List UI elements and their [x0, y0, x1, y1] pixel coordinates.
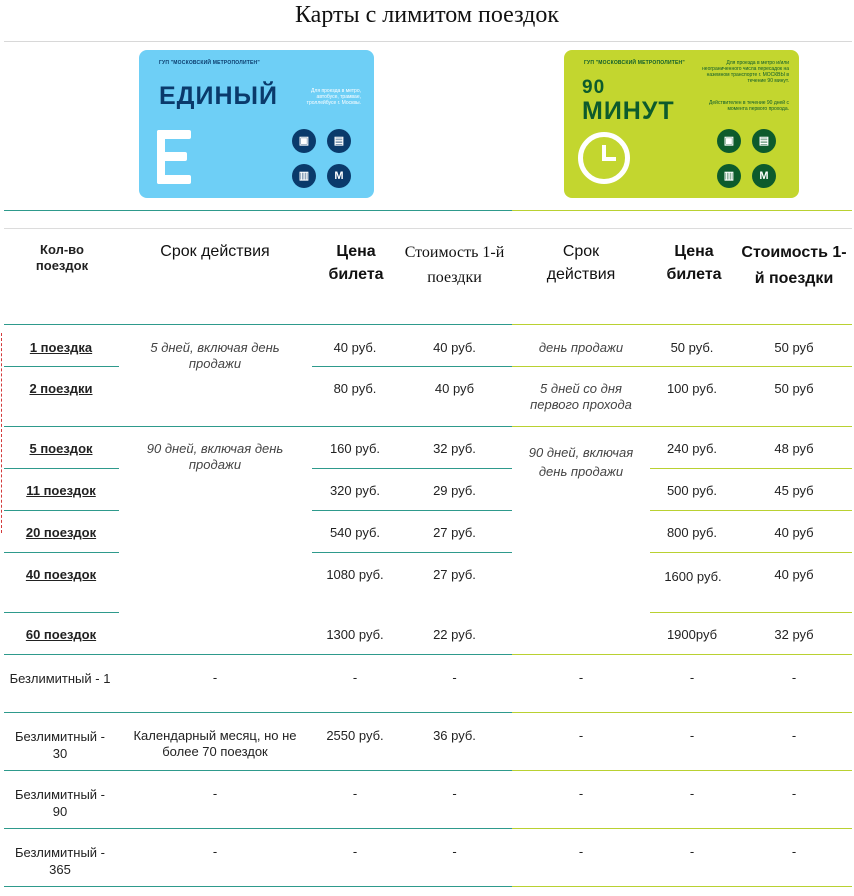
header-price: Цена билета	[328, 243, 384, 283]
cost-cell: 32 руб.	[433, 441, 476, 456]
unlimited-price-2: -	[689, 728, 695, 743]
price-cell: 320 руб.	[329, 483, 381, 498]
cost-cell-2: 45 руб	[774, 483, 814, 498]
bus-icon: ▤	[327, 129, 351, 153]
price-cell-2: 1900руб	[666, 627, 718, 642]
metro-m-icon: M	[327, 164, 351, 188]
trolleybus-icon: ▥	[717, 164, 741, 188]
divider	[512, 210, 852, 211]
unlimited-price-2: -	[689, 786, 695, 801]
header-cost-first-2: Стоимость 1-й поездки	[741, 244, 847, 287]
unlimited-cost-2: -	[791, 844, 797, 859]
unlimited-validity-2: -	[578, 786, 584, 801]
letter-e-logo	[157, 130, 193, 184]
divider	[650, 468, 852, 469]
cost-cell-2: 32 руб	[774, 627, 814, 642]
unlimited-validity-2: -	[578, 844, 584, 859]
unlimited-price-2: -	[689, 844, 695, 859]
price-cell: 40 руб.	[333, 340, 377, 355]
divider	[312, 510, 512, 511]
divider	[4, 654, 512, 655]
divider	[312, 468, 512, 469]
card-desc: Для проезда в метро и/или неограниченного числа пересадок на наземном транспорте г. МОСКВЫ в течение 90 минут.	[702, 60, 789, 84]
header-cost-first: Стоимость 1-й поездки	[404, 244, 505, 286]
unlimited-cost: -	[452, 670, 457, 685]
header-validity-2: Срок действия	[546, 243, 616, 283]
unlimited-price: 2550 руб.	[326, 728, 384, 743]
validity-ediny-short: 5 дней, включая день продажи	[150, 340, 280, 371]
unlimited-cost-2: -	[791, 670, 797, 685]
divider	[4, 366, 119, 367]
trips-link[interactable]: 20 поездок	[25, 525, 97, 540]
unlimited-price: -	[352, 844, 358, 859]
trips-link[interactable]: 40 поездок	[25, 567, 97, 582]
unlimited-validity: -	[212, 670, 218, 685]
unlimited-cost-2: -	[791, 728, 797, 743]
header-trips: Кол-во поездок	[35, 242, 89, 273]
unlimited-trips: Безлимитный - 365	[14, 845, 106, 877]
card-name-word: МИНУТ	[582, 97, 675, 125]
unlimited-trips: Безлимитный - 1	[9, 671, 111, 686]
divider	[4, 828, 512, 829]
unlimited-price: -	[352, 786, 358, 801]
price-cell: 1080 руб.	[326, 567, 384, 582]
header-price-2: Цена билета	[666, 243, 722, 283]
card-desc: Для проезда в метро, автобусе, трамвае, троллейбусе г. Москвы.	[306, 88, 361, 106]
unlimited-price: -	[352, 670, 358, 685]
divider	[512, 654, 852, 655]
ediny-card-image	[139, 50, 374, 198]
divider	[512, 366, 852, 367]
cost-cell: 40 руб.	[433, 340, 476, 355]
header-validity: Срок действия	[160, 243, 270, 260]
divider	[650, 612, 852, 613]
page-title: Карты с лимитом поездок	[294, 2, 560, 28]
trolleybus-icon: ▥	[292, 164, 316, 188]
unlimited-validity: -	[212, 786, 218, 801]
divider	[312, 552, 512, 553]
price-cell: 1300 руб.	[326, 627, 384, 642]
title-divider	[4, 41, 852, 42]
cost-cell: 29 руб.	[433, 483, 476, 498]
price-cell-2: 800 руб.	[666, 525, 718, 540]
divider	[512, 426, 852, 427]
bus-icon: ▤	[752, 129, 776, 153]
cost-cell: 40 руб	[434, 381, 475, 396]
unlimited-cost: -	[452, 844, 457, 859]
divider	[4, 426, 512, 427]
validity-m90-90days: 90 дней, включая день продажи	[528, 445, 634, 479]
unlimited-validity-2: -	[578, 728, 584, 743]
card-desc-validity: Действителен в течение 90 дней с момента первого прохода.	[709, 100, 789, 112]
price-cell: 80 руб.	[333, 381, 377, 396]
divider	[512, 712, 852, 713]
unlimited-validity: Календарный месяц, но не более 70 поездок	[133, 728, 297, 759]
price-cell: 540 руб.	[329, 525, 381, 540]
unlimited-validity: -	[212, 844, 218, 859]
unlimited-cost: -	[452, 786, 457, 801]
validity-m90-sale-day: день продажи	[538, 340, 624, 355]
price-cell-2: 1600 руб.	[664, 569, 722, 584]
minut90-card-image	[564, 50, 799, 198]
divider	[512, 828, 852, 829]
cost-cell-2: 50 руб	[774, 381, 814, 396]
divider	[4, 712, 512, 713]
divider	[4, 552, 119, 553]
cost-cell-2: 50 руб	[774, 340, 814, 355]
divider	[512, 770, 852, 771]
validity-ediny-90days: 90 дней, включая день продажи	[146, 441, 284, 472]
clock-icon	[578, 132, 630, 184]
trips-link[interactable]: 60 поездок	[25, 627, 97, 642]
divider	[650, 510, 852, 511]
tram-icon: ▣	[717, 129, 741, 153]
divider	[4, 228, 852, 229]
unlimited-price-2: -	[689, 670, 695, 685]
card-org: ГУП "МОСКОВСКИЙ МЕТРОПОЛИТЕН"	[584, 60, 685, 66]
validity-m90-5days: 5 дней со дня первого прохода	[530, 381, 632, 412]
trips-link[interactable]: 5 поездок	[29, 441, 93, 456]
divider	[650, 552, 852, 553]
cost-cell: 22 руб.	[433, 627, 476, 642]
price-cell-2: 240 руб.	[666, 441, 718, 456]
card-name: ЕДИНЫЙ	[159, 82, 278, 110]
dashed-marker	[1, 333, 2, 533]
trips-link[interactable]: 11 поездок	[26, 483, 96, 498]
divider	[4, 770, 512, 771]
cost-cell: 27 руб.	[433, 567, 476, 582]
divider	[4, 886, 512, 887]
unlimited-trips: Безлимитный - 90	[14, 787, 106, 819]
divider	[4, 612, 119, 613]
price-cell-2: 500 руб.	[666, 483, 718, 498]
trips-link[interactable]: 2 поездки	[29, 381, 93, 396]
cost-cell-2: 40 руб	[774, 525, 814, 540]
divider	[4, 510, 119, 511]
card-org: ГУП "МОСКОВСКИЙ МЕТРОПОЛИТЕН"	[159, 60, 260, 66]
price-cell-2: 100 руб.	[666, 381, 718, 396]
divider	[4, 324, 512, 325]
divider	[512, 324, 852, 325]
cost-cell-2: 40 руб	[774, 567, 814, 582]
divider	[512, 886, 852, 887]
trips-link[interactable]: 1 поездка	[29, 340, 93, 355]
metro-transport-icon: ▣	[292, 129, 316, 153]
divider	[4, 468, 119, 469]
divider	[4, 210, 512, 211]
unlimited-cost: 36 руб.	[433, 728, 476, 743]
unlimited-trips: Безлимитный - 30	[14, 729, 106, 761]
divider	[312, 366, 512, 367]
unlimited-cost-2: -	[791, 786, 797, 801]
cost-cell-2: 48 руб	[774, 441, 814, 456]
price-cell: 160 руб.	[329, 441, 381, 456]
cost-cell: 27 руб.	[433, 525, 476, 540]
price-cell-2: 50 руб.	[670, 340, 714, 355]
metro-m-icon: M	[752, 164, 776, 188]
card-name-number: 90	[582, 77, 606, 98]
unlimited-validity-2: -	[578, 670, 584, 685]
